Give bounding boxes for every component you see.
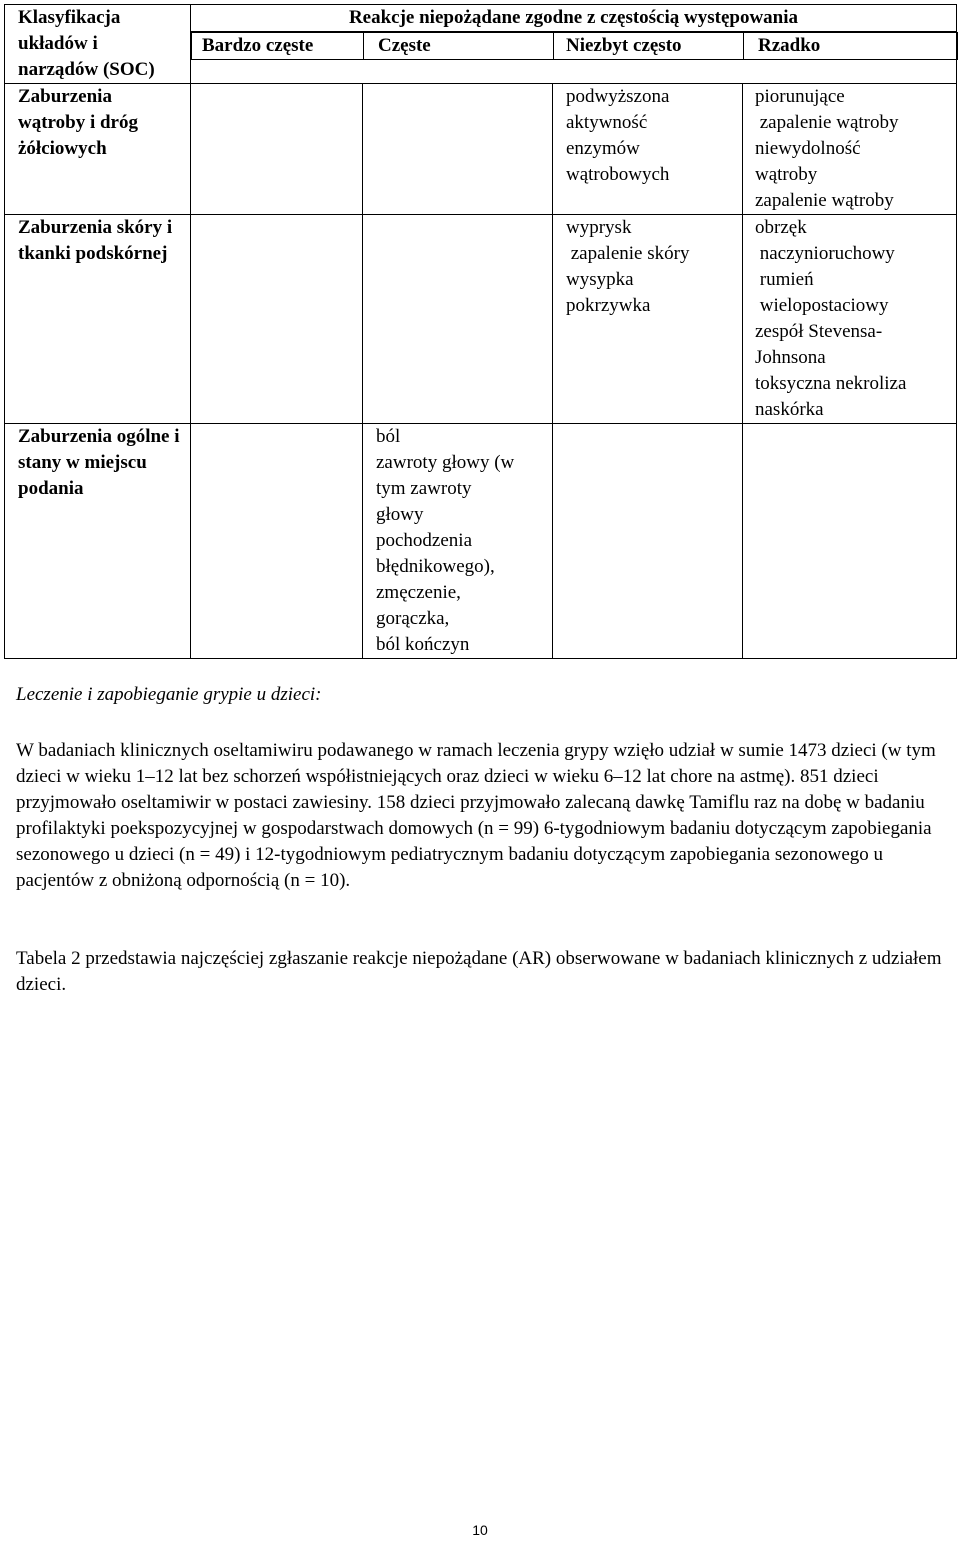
soc-cell: Zaburzenia ogólne i stany w miejscu podania bbox=[5, 424, 191, 659]
uncommon-cell bbox=[553, 424, 743, 659]
common-cell: ból zawroty głowy (w tym zawroty głowy pochodzenia błędnikowego), zmęczenie, gorączka, ból kończyn bbox=[363, 424, 553, 659]
table-row bbox=[5, 84, 957, 215]
common-cell bbox=[363, 84, 553, 215]
soc-cell: Zaburzenia skóry i tkanki podskórnej bbox=[5, 215, 191, 424]
paragraph-table-reference: Tabela 2 przedstawia najczęściej zgłaszanie reakcje niepożądane (AR) obserwowane w badaniach klinicznych z udziałem dzieci. bbox=[16, 948, 942, 995]
reactions-header: Reakcje niepożądane zgodne z częstością występowania bbox=[191, 5, 956, 32]
freq-rare: Rzadko bbox=[744, 33, 958, 60]
rare-cell: obrzęk naczynioruchowy rumień wielopostaciowy zespół Stevensa- Johnsona toksyczna nekroliza naskórka bbox=[743, 215, 957, 424]
very-common-cell bbox=[191, 215, 363, 424]
soc-header: Klasyfikacja układów i narządów (SOC) bbox=[5, 5, 191, 84]
freq-uncommon: Niezbyt często bbox=[554, 33, 744, 60]
uncommon-cell: podwyższona aktywność enzymów wątrobowych bbox=[553, 84, 743, 215]
reactions-header-cell bbox=[191, 5, 957, 84]
freq-common: Częste bbox=[364, 33, 554, 60]
page-number: 10 bbox=[472, 1522, 488, 1538]
very-common-cell bbox=[191, 84, 363, 215]
frequency-header-row bbox=[191, 32, 958, 60]
uncommon-cell: wyprysk zapalenie skóry wysypka pokrzywka bbox=[553, 215, 743, 424]
common-cell bbox=[363, 215, 553, 424]
table-row bbox=[5, 215, 957, 424]
freq-very-common: Bardzo częste bbox=[192, 33, 364, 60]
rare-cell bbox=[743, 424, 957, 659]
table-row bbox=[5, 424, 957, 659]
rare-cell: piorunujące zapalenie wątroby niewydolność wątroby zapalenie wątroby bbox=[743, 84, 957, 215]
adverse-reactions-table bbox=[4, 4, 957, 659]
very-common-cell bbox=[191, 424, 363, 659]
soc-cell: Zaburzenia wątroby i dróg żółciowych bbox=[5, 84, 191, 215]
paragraph-children-trials: W badaniach klinicznych oseltamiwiru podawanego w ramach leczenia grypy wzięło udział w sumie 1473 dzieci (w tym dzieci w wieku 1–12 lat bez schorzeń współistniejących oraz dzieci w wieku 6–12 lat chore na astmę). 851 dzieci przyjmowało oseltamiwir w postaci zawiesiny. 158 dzieci przyjmowało zalecaną dawkę Tamiflu raz na dobę w badaniu profilaktyki poekspozycyjnej w gospodarstwach domowych (n = 99) 6-tygodniowym badaniu dotyczącym zapobiegania sezonowego u dzieci (n = 49) i 12-tygodniowym pediatrycznym badaniu dotyczącym zapobiegania sezonowego u pacjentów z obniżoną odpornością (n = 10). bbox=[16, 740, 936, 891]
section-label: Leczenie i zapobieganie grypie u dzieci: bbox=[16, 684, 322, 705]
